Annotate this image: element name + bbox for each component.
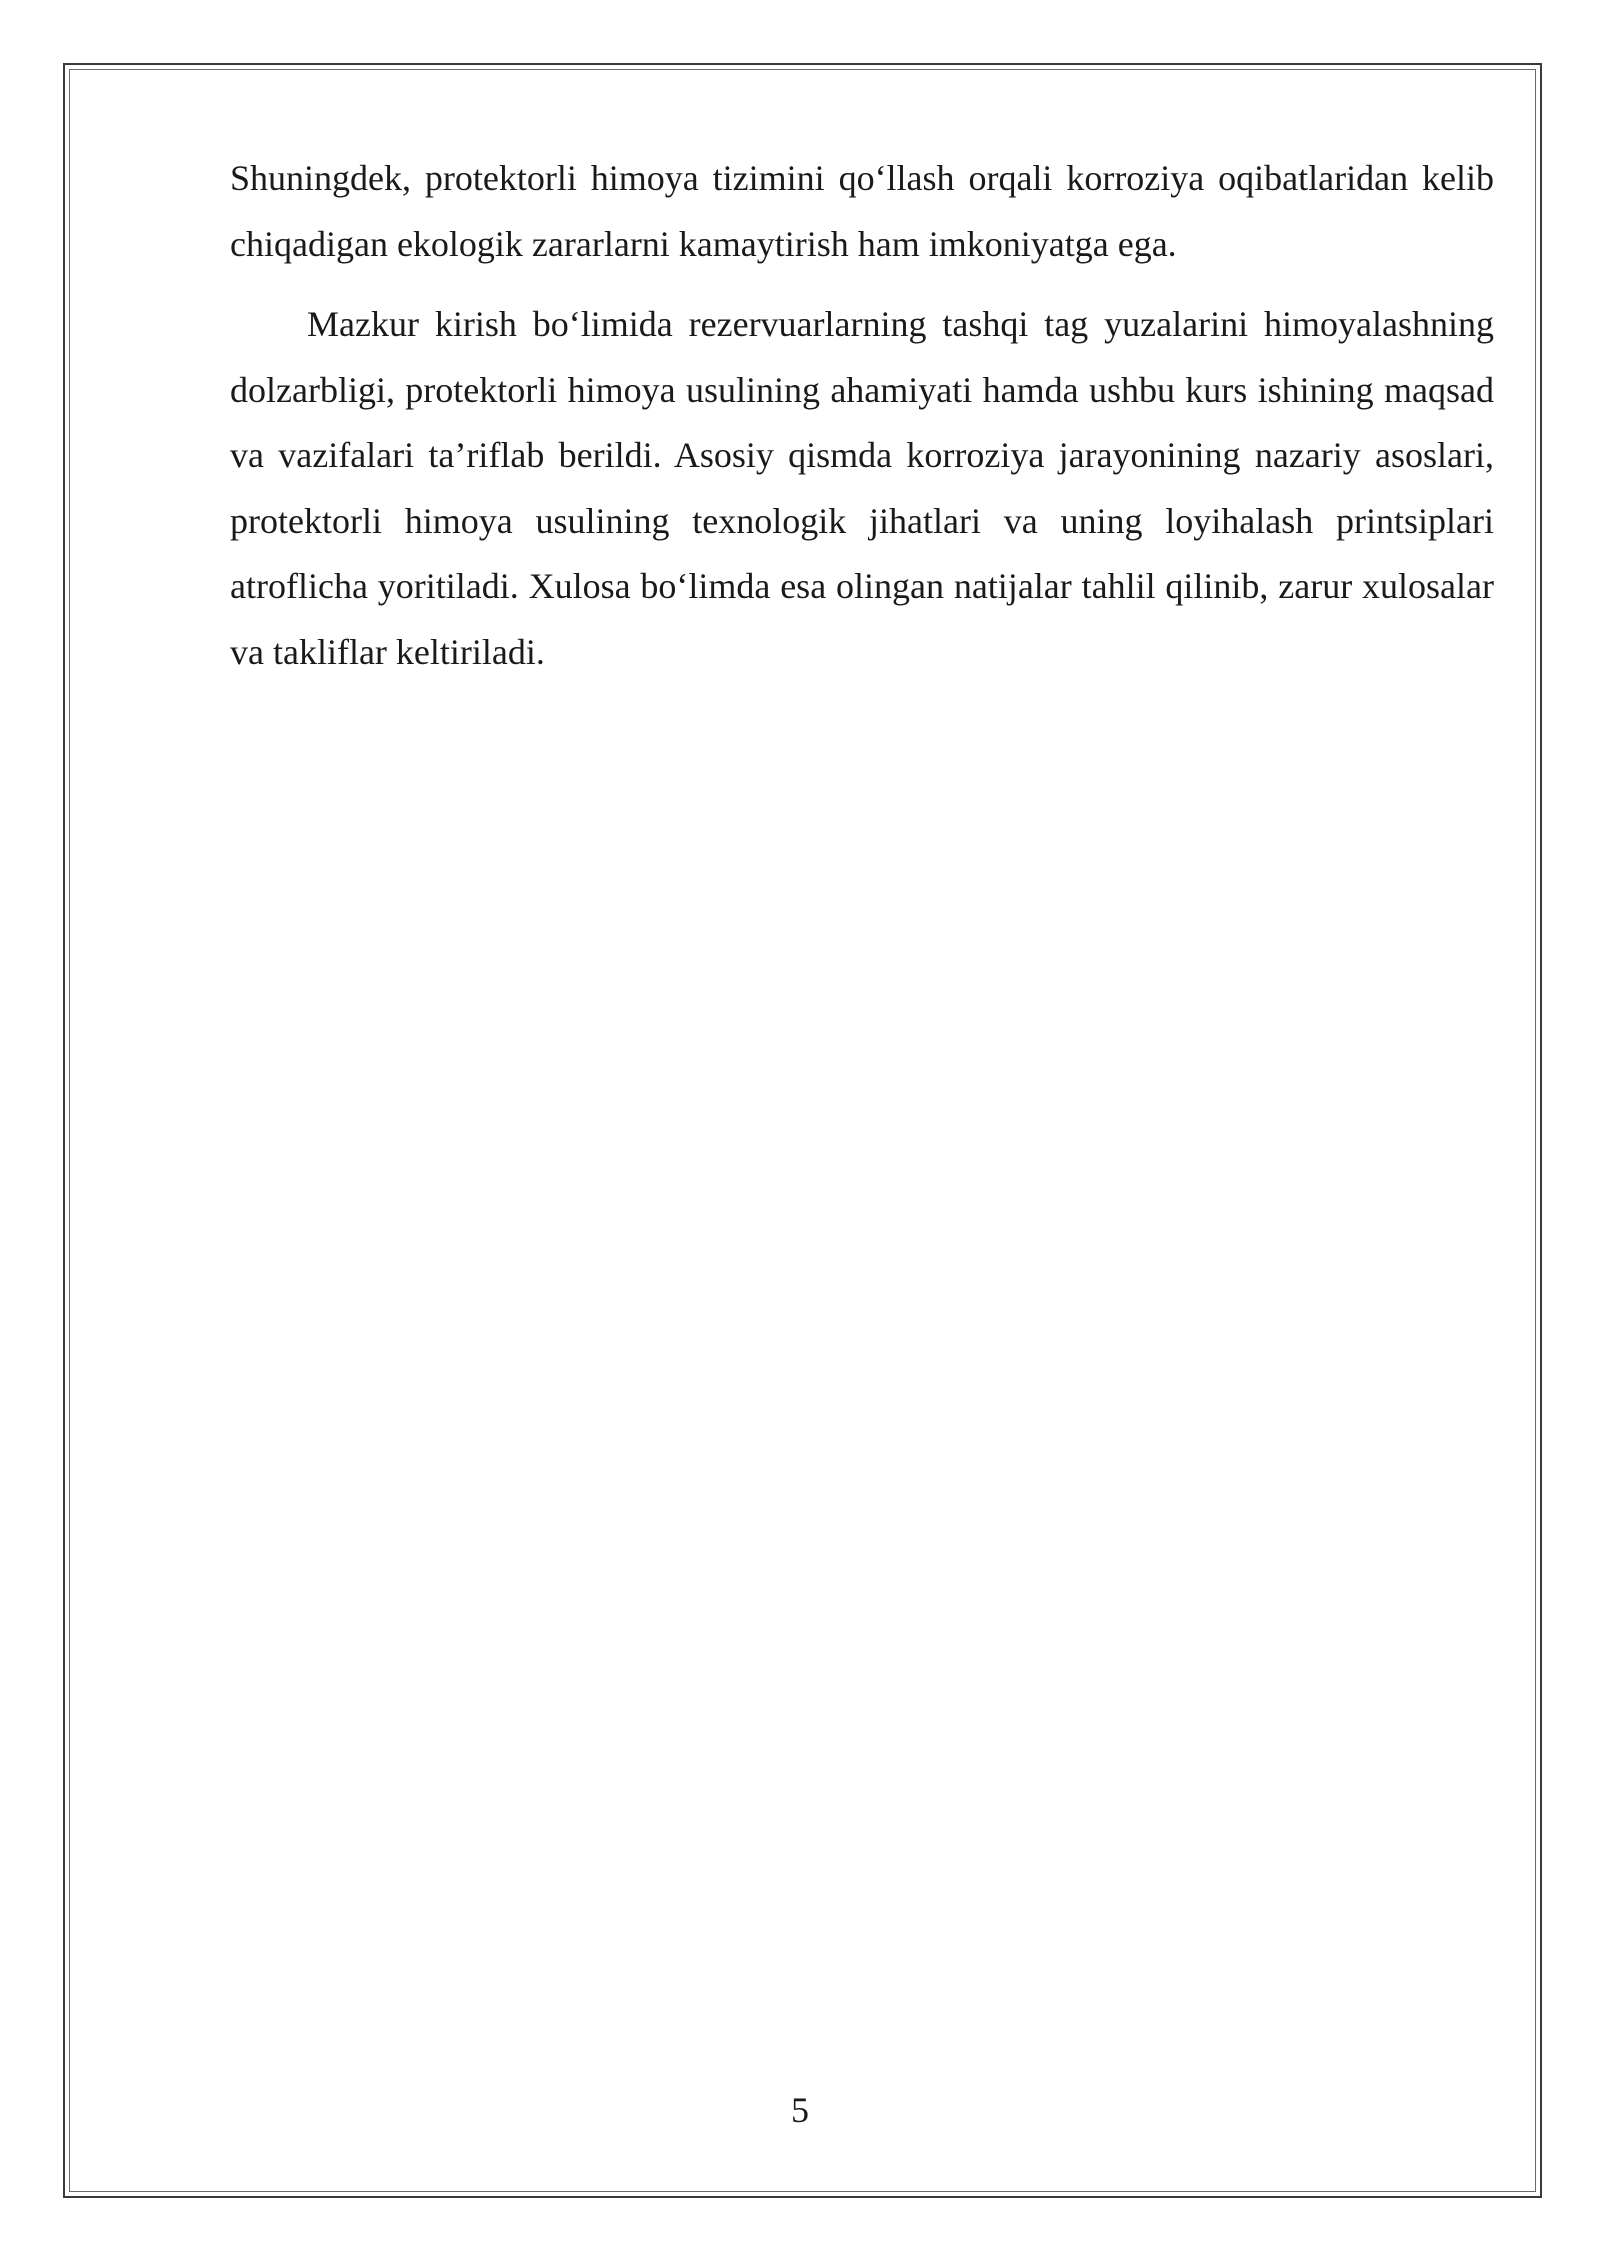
document-body <box>230 146 1494 685</box>
paragraph-continuation: Shuningdek, protektorli himoya tizimini qo‘llash orqali korroziya oqibatlaridan kelib chiqadigan ekologik zararlarni kamaytirish ham imkoniyatga ega. <box>230 158 1494 264</box>
page-number: 5 <box>791 2090 809 2130</box>
paragraph-intro-summary: Mazkur kirish bo‘limida rezervuarlarning tashqi tag yuzalarini himoyalashning dolzarbligi, protektorli himoya usulining ahamiyati hamda ushbu kurs ishining maqsad va vazifalari ta’riflab berildi. Asosiy qismda korroziya jarayonining nazariy asoslari, protektorli himoya usulining texnologik jihatlari va uning loyihalash printsiplari atroflicha yoritiladi. Xulosa bo‘limda esa olingan natijalar tahlil qilinib, zarur xulosalar va takliflar keltiriladi. <box>230 304 1494 672</box>
